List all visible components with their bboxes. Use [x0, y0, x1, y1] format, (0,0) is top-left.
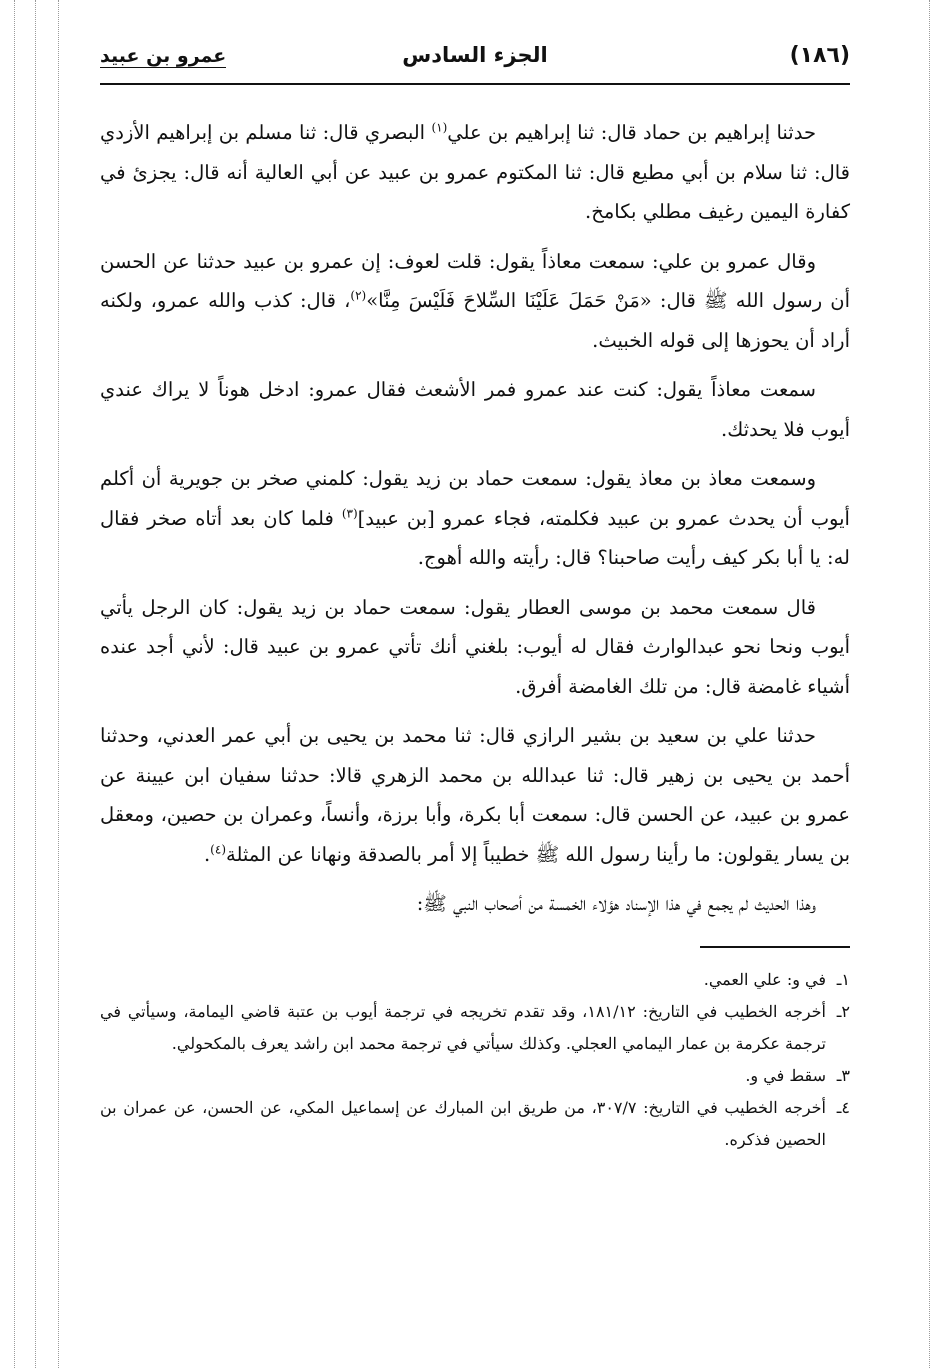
paragraph: قال سمعت محمد بن موسى العطار يقول: سمعت حماد بن زيد يقول: كان الرجل يأتي أيوب ونحا نحو عبدالوارث فقال له أيوب: بلغني أنك تأتي عمرو بن عبيد قال: لأني أجد عنده أشياء غامضة قال: من تلك الغامضة أفرق.: [100, 595, 850, 698]
scan-margin-dots: [929, 0, 930, 1368]
footnote-ref: (٣): [341, 506, 358, 520]
footnotes: [100, 964, 850, 1156]
scan-margin-dots: [35, 0, 36, 1368]
footnote: [100, 1060, 850, 1092]
footnote-ref: (١): [431, 120, 448, 135]
page-header: [100, 35, 850, 85]
footnote-text: أخرجه الخطيب في التاريخ: ٣٠٧/٧، من طريق ابن المبارك عن إسماعيل المكي، عن الحسن، عن عمران بن الحصين فذكره.: [100, 1097, 826, 1149]
paragraph: سمعت معاذاً يقول: كنت عند عمرو فمر الأشعث فقال عمرو: ادخل هوناً لا يراك عندي أيوب فلا يحدثك.: [100, 378, 850, 441]
main-text: [100, 113, 850, 924]
footnote-text: أخرجه الخطيب في التاريخ: ١٨١/١٢، وقد تقدم تخريجه في ترجمة أيوب بن عتبة قاضي اليمامة، وسيأتي في ترجمة عكرمة بن عمار اليمامي العجلي. وكذلك سيأتي في ترجمة محمد ابن راشد يعرف بالمكحولي.: [100, 1001, 826, 1053]
volume-title: الجزء السادس: [402, 43, 548, 67]
running-title: عمرو بن عبيد: [100, 45, 227, 67]
paragraph: حدثنا إبراهيم بن حماد قال: ثنا إبراهيم بن علي$^{(١)}$ البصري قال: ثنا مسلم بن إبراهيم الأزدي قال: ثنا سلام بن أبي مطيع قال: ثنا المكتوم عمرو بن عبيد عن أبي العالية أنه قال: يجزئ في كفارة اليمين رغيف مطلي بكامخ.: [100, 120, 850, 223]
footnote-text: سقط في و.: [745, 1065, 826, 1085]
footnote: [100, 996, 850, 1060]
paragraph: حدثنا علي بن سعيد بن بشير الرازي قال: ثنا محمد بن يحيى بن أبي عمر العدني، وحدثنا أحمد بن يحيى بن زهير قال: ثنا عبدالله بن محمد الزهري قالا: حدثنا سفيان ابن عيينة عن عمرو بن عبيد، عن الحسن قال: سمعت أبا بكرة، وأبا برزة، وأنساً، وعمران بن حصين، ومعقل بن يسار يقولون: ما رأينا رسول الله ﷺ خطيباً إلا أمر بالصدقة ونهانا عن المثلة$^{(٤)}$.: [100, 724, 850, 866]
footnote-separator: [700, 946, 850, 948]
page-number: (١٨٦): [789, 43, 850, 68]
paragraph: وهذا الحديث لم يجمع في هذا الإسناد هؤلاء الخمسة من أصحاب النبي ﷺ:: [416, 892, 816, 915]
book-page: [100, 35, 850, 1156]
paragraph: وقال عمرو بن علي: سمعت معاذاً يقول: قلت لعوف: إن عمرو بن عبيد حدثنا عن الحسن أن رسول الله ﷺ قال: «مَنْ حَمَلَ عَلَيْنَا السِّلاحَ فَلَيْسَ مِنَّا»$^{(٢)}$، قال: كذب والله عمرو، ولكنه أراد أن يحوزها إلى قوله الخبيث.: [100, 249, 850, 352]
footnote-number: ٣ـ: [836, 1065, 850, 1085]
scan-margin-dots: [58, 0, 59, 1368]
scan-margin-dots: [14, 0, 15, 1368]
footnote-number: ٢ـ: [836, 1001, 850, 1021]
footnote-number: ٤ـ: [836, 1097, 850, 1117]
footnote-number: ١ـ: [836, 969, 850, 989]
footnote-ref: (٤): [210, 842, 226, 856]
footnote: [100, 964, 850, 996]
paragraph: وسمعت معاذ بن معاذ يقول: سمعت حماد بن زيد يقول: كلمني صخر بن جويرية أن أكلم أيوب أن يحدث عمرو بن عبيد فكلمته، فجاء عمرو [بن عبيد]$^{(٣)}$ فلما كان بعد أتاه صخر فقال له: يا أبا بكر كيف رأيت صاحبنا؟ قال: رأيته والله أهوج.: [100, 467, 850, 569]
footnote-ref: (٢): [350, 288, 367, 303]
footnote: [100, 1092, 850, 1156]
footnote-text: في و: علي العمي.: [703, 969, 826, 989]
